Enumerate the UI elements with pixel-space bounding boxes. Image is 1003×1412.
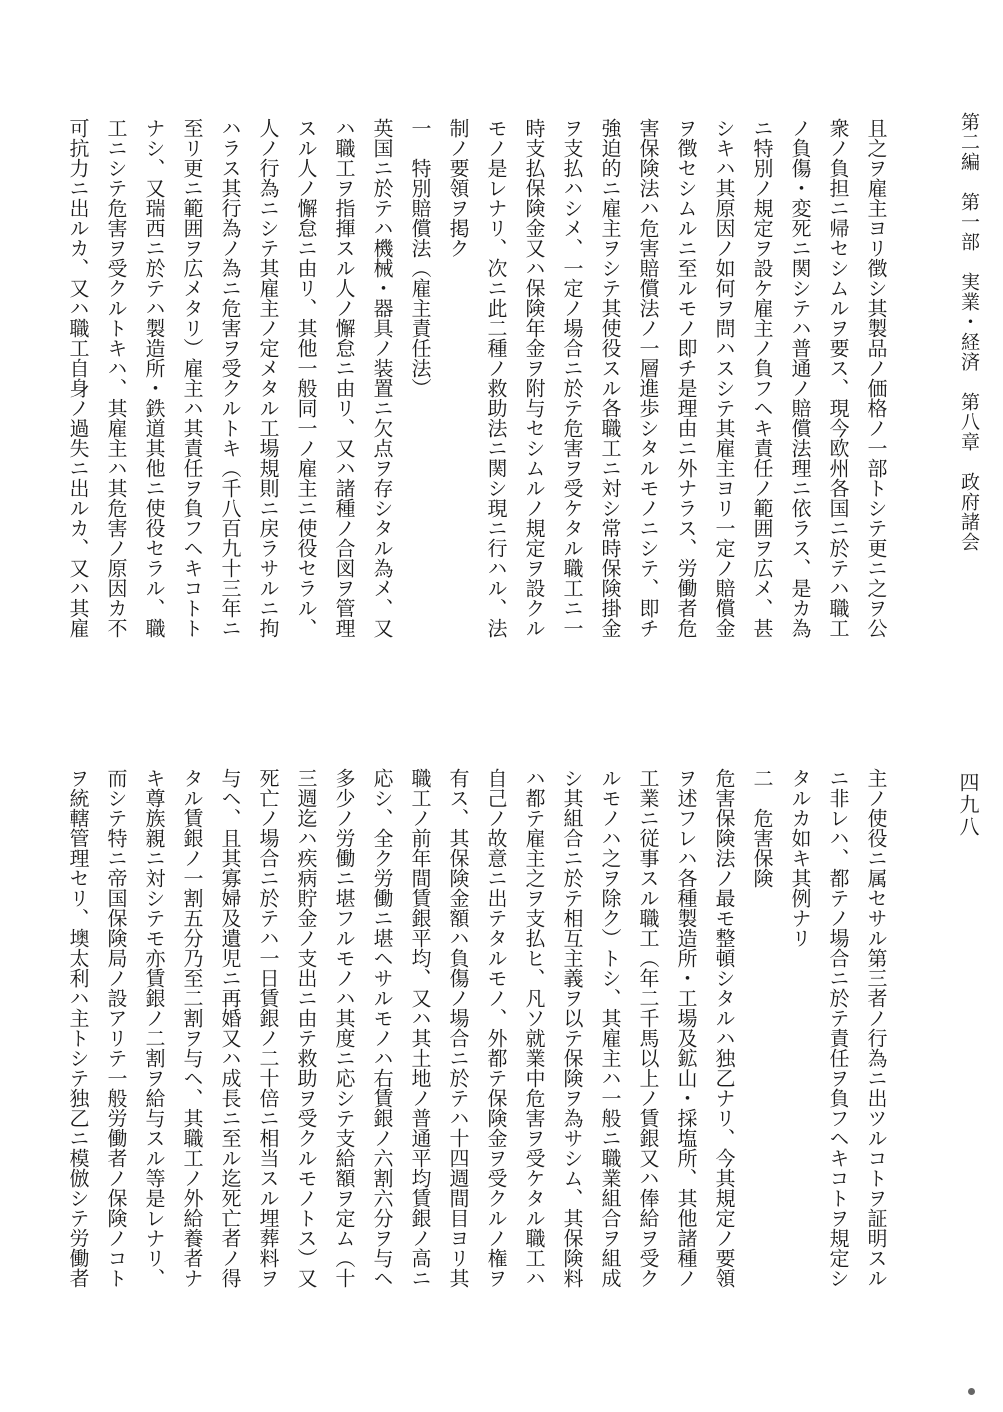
page-number: 四九八 xyxy=(956,772,980,838)
upper-text-block xyxy=(59,118,895,658)
text-line: 有ス、其保険金額ハ負傷ノ場合ニ於テハ十四週間目ヨリ其 xyxy=(446,768,470,1288)
text-line: 職工ノ前年間賃銀平均、又ハ其土地ノ普通平均賃銀ノ高ニ xyxy=(408,768,432,1288)
text-line: 多少ノ労働ニ堪フルモノハ其度ニ応シテ支給額ヲ定ム（十 xyxy=(332,768,356,1288)
text-line: シキハ其原因ノ如何ヲ問ハスシテ其雇主ヨリ一定ノ賠償金 xyxy=(712,118,736,638)
text-line: 応シ、全ク労働ニ堪ヘサルモノハ右賃銀ノ六割六分ヲ与ヘ xyxy=(370,768,394,1288)
text-line: ヲ統轄管理セリ、墺太利ハ主トシテ独乙ニ模倣シテ労働者 xyxy=(66,768,90,1288)
section-heading: 一 特別賠償法（雇主責任法） xyxy=(408,118,432,398)
text-line: 時支払保険金又ハ保険年金ヲ附与セシムルノ規定ヲ設クル xyxy=(522,118,546,638)
text-line: 且之ヲ雇主ヨリ徴シ其製品ノ価格ノ一部トシテ更ニ之ヲ公 xyxy=(864,118,888,638)
text-line: スル人ノ懈怠ニ由リ、其他一般同一ノ雇主ニ使役セラル、 xyxy=(294,118,318,638)
text-line: ヲ述フレハ各種製造所・工場及鉱山・採塩所、其他諸種ノ xyxy=(674,768,698,1288)
text-line: ハラス其行為ノ為ニ危害ヲ受クルトキ（千八百九十三年ニ xyxy=(218,118,242,638)
text-line: タル賃銀ノ一割五分乃至二割ヲ与ヘ、其職工ノ外給養者ナ xyxy=(180,768,204,1288)
section-heading: 二 危害保険 xyxy=(750,768,774,888)
text-line: 衆ノ負担ニ帰セシムルヲ要ス、現今欧州各国ニ於テハ職工 xyxy=(826,118,850,638)
text-line: 主ノ使役ニ属セサル第三者ノ行為ニ出ツルコトヲ証明スル xyxy=(864,768,888,1288)
text-line: 三週迄ハ疾病貯金ノ支出ニ由テ救助ヲ受クルモノトス）又 xyxy=(294,768,318,1288)
text-line: キ尊族親ニ対シテモ亦賃銀ノ二割ヲ給与スル等是レナリ、 xyxy=(142,768,166,1288)
text-line: シ其組合ニ於テ相互主義ヲ以テ保険ヲ為サシム、其保険料 xyxy=(560,768,584,1288)
text-line: ニ非レハ、都テノ場合ニ於テ責任ヲ負フヘキコトヲ規定シ xyxy=(826,768,850,1288)
text-line: モノ是レナリ、次ニ此二種ノ救助法ニ関シ現ニ行ハル、法 xyxy=(484,118,508,638)
text-line: ハ都テ雇主之ヲ支払ヒ、凡ソ就業中危害ヲ受ケタル職工ハ xyxy=(522,768,546,1288)
text-line: 可抗力ニ出ルカ、又ハ職工自身ノ過失ニ出ルカ、又ハ其雇 xyxy=(66,118,90,638)
text-line: 死亡ノ場合ニ於テハ一日賃銀ノ二十倍ニ相当スル埋葬料ヲ xyxy=(256,768,280,1288)
text-line: 強迫的ニ雇主ヲシテ其使役スル各職工ニ対シ常時保険掛金 xyxy=(598,118,622,638)
text-line: 而シテ特ニ帝国保険局ノ設アリテ一般労働者ノ保険ノコト xyxy=(104,768,128,1288)
text-line: ハ職工ヲ指揮スル人ノ懈怠ニ由リ、又ハ諸種ノ合図ヲ管理 xyxy=(332,118,356,638)
margin-dot xyxy=(968,1388,975,1395)
text-line: 自己ノ故意ニ出テタルモノ、外都テ保険金ヲ受クルノ権ヲ xyxy=(484,768,508,1288)
text-line: ヲ徴セシムルニ至ルモノ即チ是理由ニ外ナラス、労働者危 xyxy=(674,118,698,638)
text-line: 至リ更ニ範囲ヲ広メタリ）雇主ハ其責任ヲ負フヘキコトト xyxy=(180,118,204,638)
text-line: 工業ニ従事スル職工（年二千馬以上ノ賃銀又ハ俸給ヲ受ク xyxy=(636,768,660,1288)
text-line: タルカ如キ其例ナリ xyxy=(788,768,812,948)
text-line: 制ノ要領ヲ掲ク xyxy=(446,118,470,258)
text-line: ニ特別ノ規定ヲ設ケ雇主ノ負フヘキ責任ノ範囲ヲ広メ、甚 xyxy=(750,118,774,638)
text-line: 害保険法ハ危害賠償法ノ一層進歩シタルモノニシテ、即チ xyxy=(636,118,660,638)
text-line: ルモノハ之ヲ除ク）トシ、其雇主ハ一般ニ職業組合ヲ組成 xyxy=(598,768,622,1288)
text-line: 人ノ行為ニシテ其雇主ノ定メタル工場規則ニ戻ラサルニ拘 xyxy=(256,118,280,638)
text-line: ヲ支払ハシメ、一定ノ場合ニ於テ危害ヲ受ケタル職工ニ一 xyxy=(560,118,584,638)
running-head: 第二編 第一部 実業・経済 第八章 政府諸会 xyxy=(958,112,980,552)
lower-text-block xyxy=(59,768,895,1328)
text-line: 危害保険法ノ最モ整頓シタルハ独乙ナリ、今其規定ノ要領 xyxy=(712,768,736,1288)
text-line: 英国ニ於テハ機械・器具ノ装置ニ欠点ヲ存シタル為メ、又 xyxy=(370,118,394,638)
text-line: ノ負傷・変死ニ関シテハ普通ノ賠償法理ニ依ラス、是カ為 xyxy=(788,118,812,638)
text-line: 工ニシテ危害ヲ受クルトキハ、其雇主ハ其危害ノ原因カ不 xyxy=(104,118,128,638)
text-line: ナシ、又瑞西ニ於テハ製造所・鉄道其他ニ使役セラル、職 xyxy=(142,118,166,638)
text-line: 与ヘ、且其寡婦及遺児ニ再婚又ハ成長ニ至ル迄死亡者ノ得 xyxy=(218,768,242,1288)
